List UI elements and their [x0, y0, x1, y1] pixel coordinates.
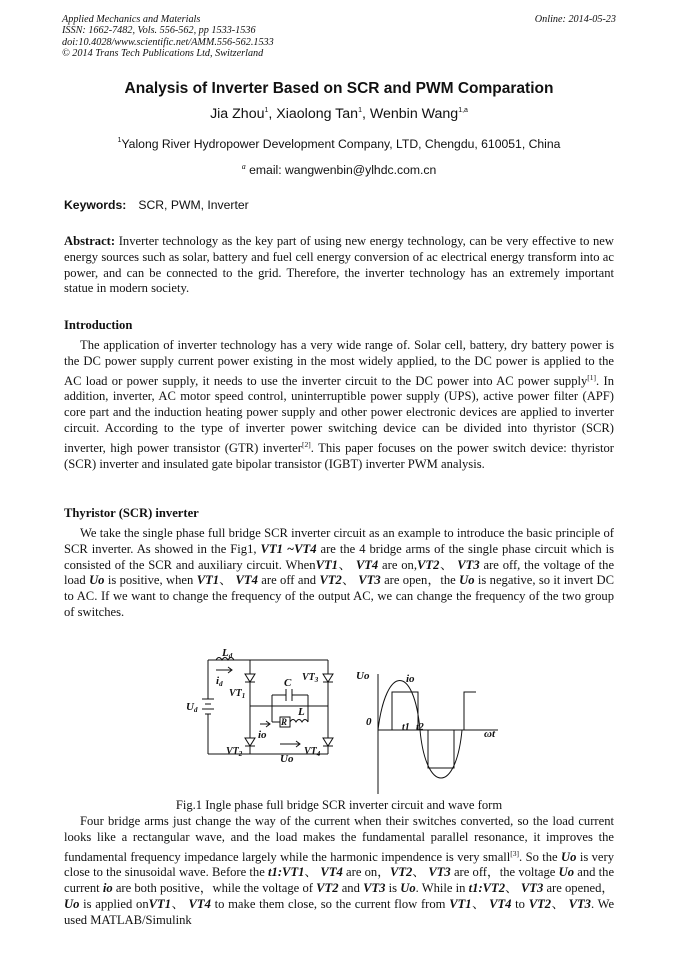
- label-ld: Ld: [222, 647, 233, 660]
- affiliation: [0, 137, 678, 151]
- citation-1[interactable]: [1]: [587, 372, 597, 382]
- email-sup: a: [241, 162, 246, 171]
- label-vt3: $VT_3$: [302, 672, 319, 684]
- author-name: Xiaolong Tan: [276, 106, 359, 122]
- thyristor-body: We take the single phase full bridge SCR inverter circuit as an example to introduce the basic principle of SCR inverter. As showed in the Fig1, VT1 ~VT4 are the 4 bridge arms of the single phase circuit which is consisted of the SCR and auxiliary circuit. WhenVT1、 VT4 are on,VT2、 VT3 are off, the voltage of the load Uo is positive, when VT1、 VT4 are off and VT2、 VT3 are open，the Uo is negative, so it invert DC to AC. If we want to change the frequency of the output AC, we can change the frequency of the two group of switches.: [64, 526, 615, 619]
- journal-name: Applied Mechanics and Materials: [62, 14, 201, 25]
- abstract-text: Inverter technology as the key part of using new energy technology, can be very effective to new energy sources such as solar, battery and fuel cell energy conversion of ac electrical energy transform into ac power, and can be connected to the grid. Therefore, the inverter technology has an extremely important statue in modern society.: [64, 234, 614, 296]
- email-text[interactable]: email: wangwenbin@ylhdc.com.cn: [249, 163, 437, 177]
- thyristor-vt3-icon: [323, 674, 333, 682]
- citation-2[interactable]: [2]: [301, 439, 311, 449]
- label-vt1: $VT_1$: [229, 688, 246, 700]
- figure-caption: Fig.1 Ingle phase full bridge SCR inverter circuit and wave form: [175, 798, 503, 812]
- label-c: C: [284, 677, 292, 689]
- thyristor-vt2-icon: [245, 738, 255, 746]
- issn-line: ISSN: 1662-7482, Vols. 556-562, pp 1533-1536: [62, 25, 256, 37]
- thyristor-text: We take the single phase full bridge SCR inverter circuit as an example to introduce the basic principle of SCR inverter. As showed in the Fig1,: [64, 526, 614, 556]
- introduction-body: [64, 338, 614, 472]
- label-uo-circuit: Uo: [280, 753, 294, 765]
- copyright-line: © 2014 Trans Tech Publications Ltd, Switzerland: [62, 48, 264, 60]
- thyristor-text: are the 4 bridge arms of the single phase circuit which is consisted of the SCR and auxiliary circuit. When: [64, 541, 615, 572]
- intro-text-2: . In addition, inverter, AC motor speed control, uninterruptible power supply (UPS), active power filter (APF) core part and the induction heating power supply and other power electronic devices are applied to inverter circuit. According to the type of inverter power switching device can be divided into thyristor (SCR) inverter, high power transistor (GTR) inverter: [64, 373, 614, 455]
- keywords-text: SCR, PWM, Inverter: [138, 198, 249, 212]
- thyristor-text: are open，the: [380, 573, 460, 588]
- thyristor-heading: Thyristor (SCR) inverter: [64, 506, 199, 520]
- label-uo-wave: Uo: [356, 670, 370, 682]
- label-t1: t1: [402, 722, 410, 733]
- math-symbol: VT3: [358, 573, 381, 588]
- thyristor-text: is positive, when: [104, 573, 197, 588]
- thyristor-text: are off, the voltage of the load: [64, 557, 615, 588]
- author-name: Wenbin Wang: [369, 106, 459, 122]
- keywords-label: Keywords:: [64, 198, 127, 212]
- intro-text-3: . This paper focuses on the power switch device: thyristor (SCR) inverter and insulated gate bipolar transistor (IGBT) inverter PWM analysis.: [64, 440, 614, 471]
- math-symbol: Uo: [459, 573, 475, 588]
- author-sup: 1: [264, 107, 269, 114]
- math-symbol: Uo: [89, 573, 105, 588]
- author-sup: 1,a: [458, 107, 468, 114]
- label-ud: Ud: [186, 701, 198, 714]
- label-origin: 0: [366, 716, 372, 728]
- math-symbol: VT1: [196, 573, 220, 588]
- abstract-label: Abstract:: [64, 234, 116, 248]
- label-id: id: [216, 675, 223, 688]
- math-symbol: VT4: [355, 557, 379, 572]
- thyristor-vt4-icon: [323, 738, 333, 746]
- label-vt4: $VT_4$: [304, 746, 321, 758]
- abstract: [64, 234, 614, 297]
- thyristor-vt1-icon: [245, 674, 255, 682]
- label-l: L: [298, 706, 305, 718]
- math-symbol: VT1 ~VT4: [260, 541, 317, 556]
- doi-line[interactable]: doi:10.4028/www.scientific.net/AMM.556-562.1533: [62, 36, 274, 48]
- paragraph-2: Four bridge arms just change the way of the current when their switches converted, so the load current looks like a rectangular wave, and the load makes the fundamental parallel resonance, it improves the fundamental frequency impedance largely while the harmonic impendence is very small[3]. So the Uo is very close to the sinusoidal wave. Before the t1:VT1、 VT4 are on，VT2、 VT3 are off，the voltage Uo and the current io are both positive，while the voltage of VT2 and VT3 is Uo. While in t1:VT2、 VT3 are opened，Uo is applied onVT1、 VT4 to make them close, so the current flow from VT1、 VT4 to VT2、 VT3. We used MATLAB/Simulink: [64, 814, 615, 927]
- thyristor-text: is negative, so it invert DC to AC. If we want to change the frequency of the output AC, we can change the frequency of the two group of switches.: [64, 573, 615, 619]
- author-list: Jia Zhou$^1$, Xiaolong Tan$^1$, Wenbin Wang$^{1,a}$: [210, 106, 468, 122]
- author-sup: 1: [358, 107, 362, 114]
- math-symbol: VT2: [319, 573, 342, 588]
- label-r: R: [281, 717, 288, 727]
- intro-text-1: The application of inverter technology has a very wide range of. Solar cell, battery, dry battery power is the DC power supply current power existing in the most widely applied, to the DC power is applied to the AC load or power supply, it needs to use the inverter circuit to the DC power into AC power supply: [64, 338, 614, 388]
- label-io-wave: io: [406, 673, 415, 685]
- author-name: Jia Zhou: [210, 106, 265, 122]
- email-line: [0, 162, 678, 177]
- label-io: io: [258, 729, 267, 741]
- article-header: [62, 14, 616, 60]
- keywords: [64, 198, 249, 212]
- thyristor-text: are on,: [378, 557, 418, 572]
- label-t2: t2: [416, 722, 424, 733]
- math-symbol: VT4: [235, 573, 258, 588]
- citation-3[interactable]: [3]: [510, 848, 520, 858]
- paper-title: Analysis of Inverter Based on SCR and PWM Comparation: [124, 80, 554, 97]
- introduction-heading: Introduction: [64, 318, 133, 332]
- waveform-plot: [378, 674, 498, 794]
- math-symbol: VT1: [315, 557, 338, 572]
- affiliation-text: Yalong River Hydropower Development Company, LTD, Chengdu, 610051, China: [121, 137, 561, 151]
- affiliation-sup: 1: [117, 137, 122, 144]
- figure-1: [176, 644, 506, 796]
- math-symbol: VT3: [457, 557, 480, 572]
- label-vt2: $VT_2$: [226, 746, 243, 758]
- thyristor-text: are off and: [257, 573, 320, 588]
- label-wt: ωt: [484, 728, 496, 740]
- online-date: Online: 2014-05-23: [534, 14, 616, 25]
- math-symbol: VT2: [417, 557, 440, 572]
